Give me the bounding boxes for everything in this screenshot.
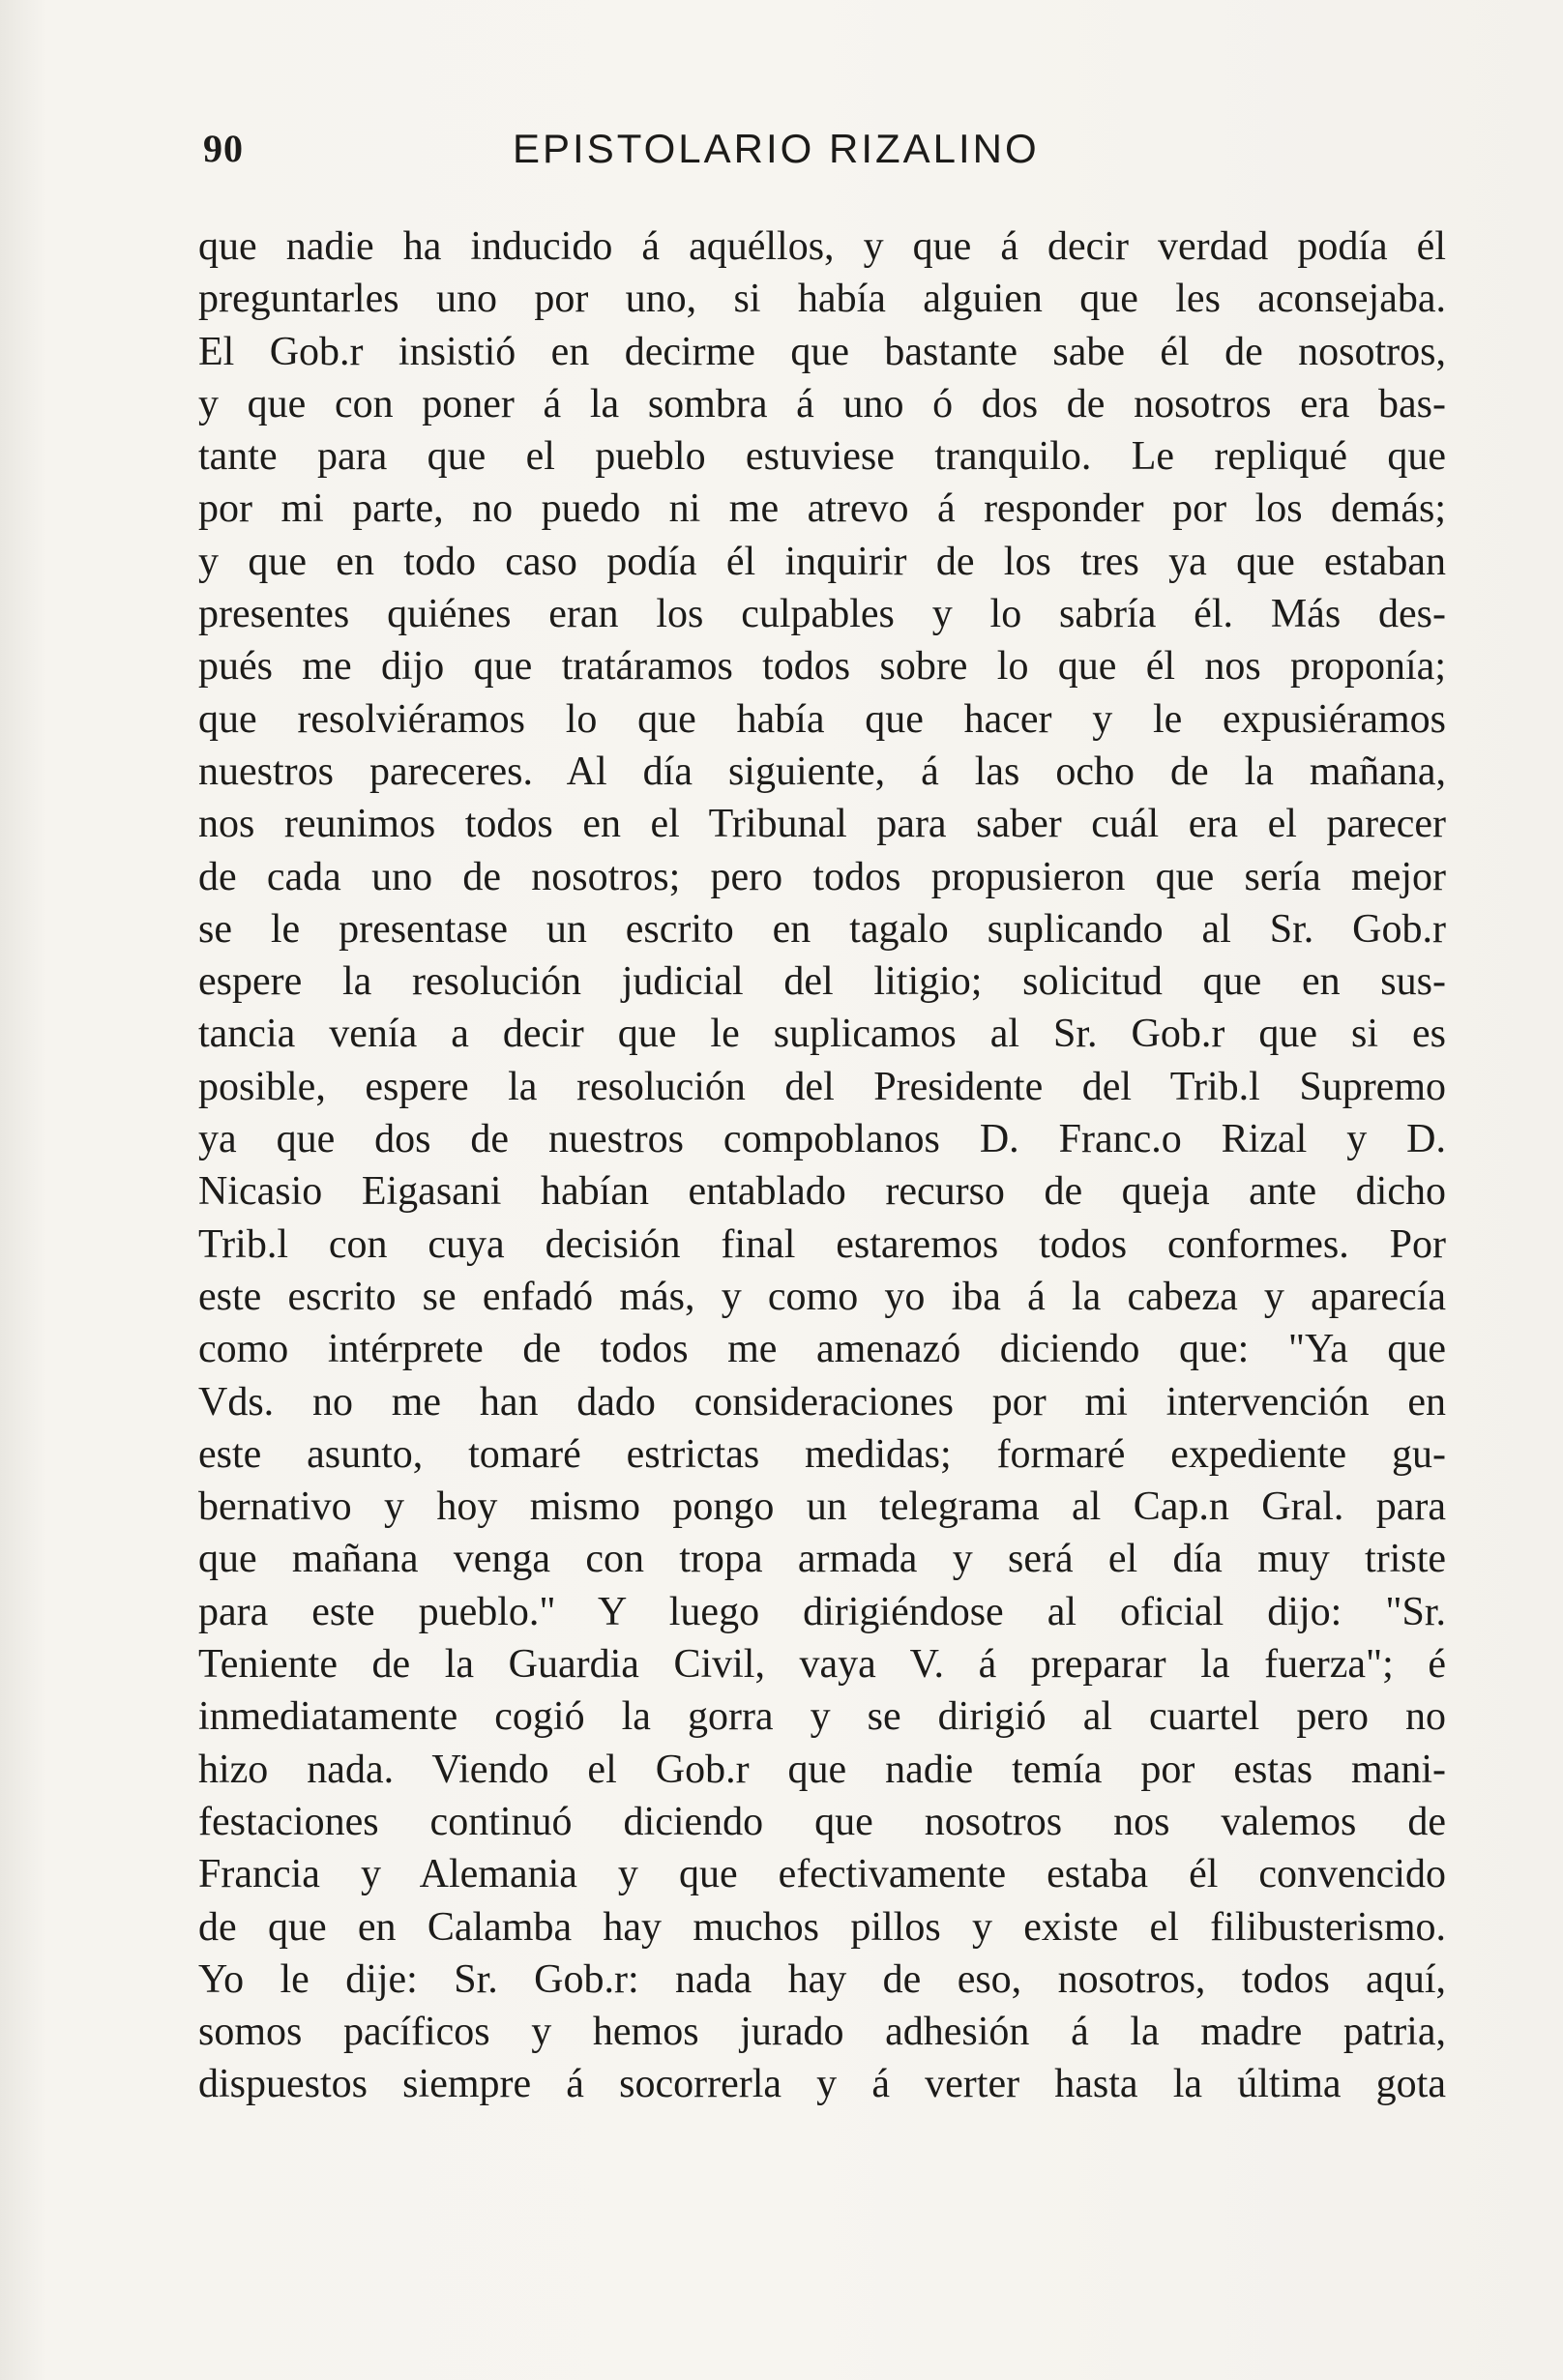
text-line: Yo le dije: Sr. Gob.r: nada hay de eso, nosotros, todos aquí, bbox=[198, 1956, 1446, 2002]
text-line: tancia venía a decir que le suplicamos al Sr. Gob.r que si es bbox=[198, 1012, 1446, 1057]
text-line: de que en Calamba hay muchos pillos y existe el filibusterismo. bbox=[198, 1904, 1446, 1950]
text-line: como intérprete de todos me amenazó diciendo que: "Ya que bbox=[198, 1327, 1446, 1372]
text-line: espere la resolución judicial del litigio; solicitud que en sus- bbox=[198, 959, 1446, 1005]
text-line: y que con poner á la sombra á uno ó dos de nosotros era bas- bbox=[198, 381, 1446, 426]
text-line: se le presentase un escrito en tagalo suplicando al Sr. Gob.r bbox=[198, 906, 1446, 952]
text-line: festaciones continuó diciendo que nosotros nos valemos de bbox=[198, 1799, 1446, 1844]
body-text bbox=[198, 220, 1446, 2111]
page-header bbox=[203, 126, 1422, 184]
text-line: este asunto, tomaré estrictas medidas; formaré expediente gu- bbox=[198, 1431, 1446, 1477]
text-line: preguntarles uno por uno, si había alguien que les aconsejaba. bbox=[198, 277, 1446, 322]
text-line: Francia y Alemania y que efectivamente estaba él convencido bbox=[198, 1852, 1446, 1897]
text-line: ya que dos de nuestros compoblanos D. Franc.o Rizal y D. bbox=[198, 1117, 1446, 1162]
text-line: de cada uno de nosotros; pero todos propusieron que sería mejor bbox=[198, 854, 1446, 899]
text-line: por mi parte, no puedo ni me atrevo á responder por los demás; bbox=[198, 486, 1446, 532]
text-line: inmediatamente cogió la gorra y se dirigió al cuartel pero no bbox=[198, 1694, 1446, 1740]
text-line: tante para que el pueblo estuviese tranquilo. Le repliqué que bbox=[198, 434, 1446, 480]
text-line: Teniente de la Guardia Civil, vaya V. á preparar la fuerza"; é bbox=[198, 1642, 1446, 1688]
text-line: Nicasio Eigasani habían entablado recurso de queja ante dicho bbox=[198, 1169, 1446, 1215]
text-line: pués me dijo que tratáramos todos sobre lo que él nos proponía; bbox=[198, 644, 1446, 690]
text-line: que nadie ha inducido á aquéllos, y que á decir verdad podía él bbox=[198, 224, 1446, 269]
text-line: presentes quiénes eran los culpables y lo sabría él. Más des- bbox=[198, 592, 1446, 637]
text-line: somos pacíficos y hemos jurado adhesión á la madre patria, bbox=[198, 2010, 1446, 2055]
text-line: hizo nada. Viendo el Gob.r que nadie temía por estas mani- bbox=[198, 1747, 1446, 1792]
text-line: nuestros pareceres. Al día siguiente, á las ocho de la mañana, bbox=[198, 749, 1446, 794]
text-line: que mañana venga con tropa armada y será el día muy triste bbox=[198, 1537, 1446, 1582]
text-line: Trib.l con cuya decisión final estaremos todos conformes. Por bbox=[198, 1221, 1446, 1267]
page-number: 90 bbox=[203, 127, 244, 170]
running-title: EPISTOLARIO RIZALINO bbox=[513, 126, 1040, 171]
text-line: dispuestos siempre á socorrerla y á verter hasta la última gota bbox=[198, 2062, 1446, 2107]
text-line: que resolviéramos lo que había que hacer y le expusiéramos bbox=[198, 696, 1446, 742]
text-line: bernativo y hoy mismo pongo un telegrama al Cap.n Gral. para bbox=[198, 1484, 1446, 1530]
text-line: este escrito se enfadó más, y como yo iba á la cabeza y aparecía bbox=[198, 1274, 1446, 1319]
text-line: y que en todo caso podía él inquirir de los tres ya que estaban bbox=[198, 539, 1446, 584]
text-line: El Gob.r insistió en decirme que bastante sabe él de nosotros, bbox=[198, 329, 1446, 374]
text-line: posible, espere la resolución del Presidente del Trib.l Supremo bbox=[198, 1064, 1446, 1109]
text-line: Vds. no me han dado consideraciones por mi intervención en bbox=[198, 1379, 1446, 1425]
text-line: nos reunimos todos en el Tribunal para saber cuál era el parecer bbox=[198, 802, 1446, 847]
text-line: para este pueblo." Y luego dirigiéndose al oficial dijo: "Sr. bbox=[198, 1589, 1446, 1634]
